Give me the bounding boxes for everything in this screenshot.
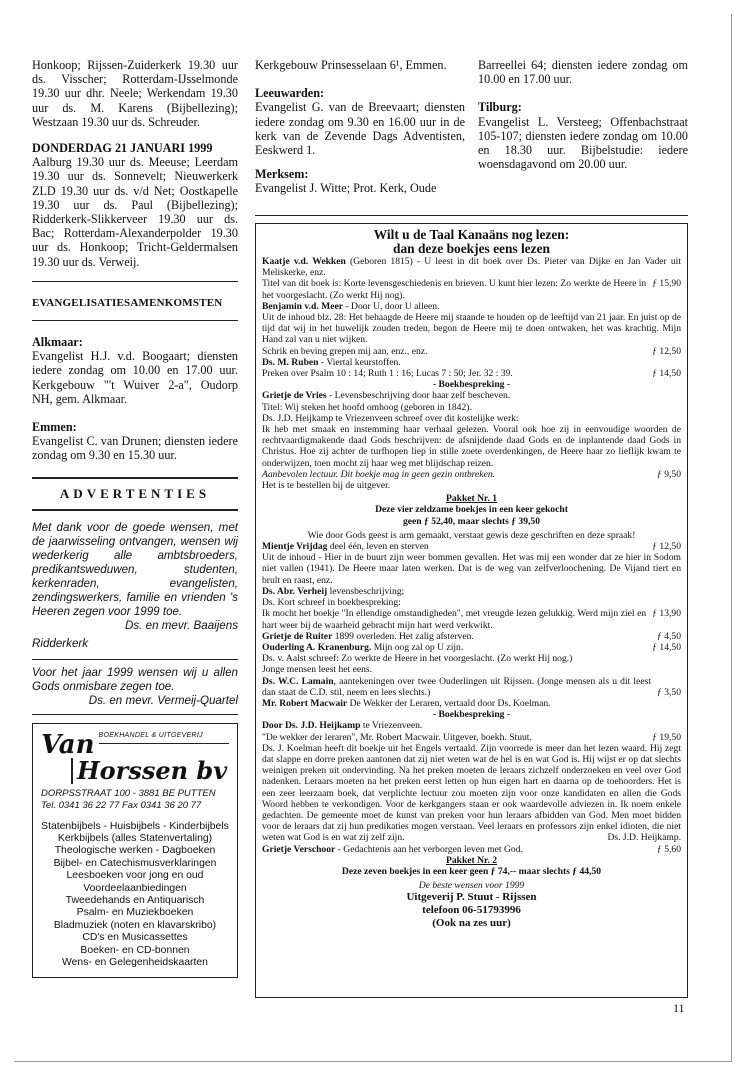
leeuwarden-text: Evangelist G. van de Breevaart; diensten iedere zondag om 9.30 en 16.00 uur in de kerk van de Zevende Dags Adventisten, Eeskwerd 1. (255, 100, 465, 158)
logo-van: Van (41, 729, 95, 760)
col1-intro: Honkoop; Rijssen-Zuiderkerk 19.30 uur ds. Visscher; Rotterdam-IJsselmonde 19.30 uur dhr. Neele; Werkendam 19.30 uur ds. M. Karens (Bijbellezing); Westzaan 19.30 uur ds. Schreuder. (32, 58, 238, 129)
book-entry: Grietje de Vries - Levensbeschrijving door haar zelf bescheven. (262, 390, 511, 402)
col2-intro: Kerkgebouw Prinsesselaan 6¹, Emmen. (255, 58, 447, 72)
book-entry: Door Ds. J.D. Heijkamp te Vriezenveen. (262, 720, 423, 732)
telephone-note: (Ook na zes uur) (432, 917, 511, 930)
book-entry-row: Ds. W.C. Lamain, aantekeningen over twee Ouderlingen uit Rijssen. (Jonge mensen als u dit leest dan staat de C.D. stil, neem en lees slechts.) ƒ 3,50 (262, 675, 681, 698)
vh-item: Theologische werken - Dagboeken (54, 845, 216, 857)
vh-item: Voordeelaanbiedingen (83, 882, 187, 894)
ad1-sign: Ds. en mevr. Baaijens (125, 618, 238, 632)
advertenties-heading: ADVERTENTIES (59, 485, 211, 501)
pakket1-sub: Deze vier zeldzame boekjes in een keer gekocht (375, 504, 568, 516)
wish: De beste wensen voor 1999 (418, 880, 525, 892)
logo-name: Horssen bv (71, 758, 229, 784)
column-2 (255, 58, 465, 196)
book-entry: Ds. Abr. Verheij levensbeschrijving; (262, 585, 405, 597)
bigad-title2: dan deze boekjes eens lezen (393, 241, 550, 256)
book-entry-row: Grietje de Ruiter 1899 overleden. Het zalig afsterven. ƒ 4,50 (262, 630, 681, 642)
vh-item: Psalm- en Muziekboeken (76, 907, 194, 919)
day-text: Aalburg 19.30 uur ds. Meeuse; Leerdam 19.30 uur ds. Sonnevelt; Nieuwerkerk ZLD 19.30 uur ds. v/d Net; Oostkapelle 19.30 uur ds. Paul (Bijbellezing); Ridderkerk-Slikkerveer 19.30 uur ds. Bac; Rotterdam-Alexanderpolder 19.30 uur ds. Honkoop; Tricht-Geldermalsen 19.30 uur ds. Verweij. (32, 155, 238, 269)
divider (32, 659, 238, 660)
alkmaar-heading: Alkmaar: (32, 335, 83, 350)
vh-item: Bijbel- en Catechismusverklaringen (53, 857, 217, 869)
book-entry-row: Aanbevolen lectuur. Dit boekje mag in geen gezin ontbreken. ƒ 9,50 (262, 468, 681, 480)
vh-item: Boeken- en CD-bonnen (80, 944, 190, 956)
review-heading: - Boekbespreking - (432, 379, 511, 391)
bigad-title1: Wilt u de Taal Kanaäns nog lezen: (373, 227, 570, 242)
book-text: Ds. Kort schreef in boekbespreking: (262, 597, 401, 609)
book-entry-row: Schrik en beving grepen mij aan, enz., enz. ƒ 12,50 (262, 345, 681, 357)
tilburg-heading: Tilburg: (478, 100, 522, 115)
divider (32, 509, 238, 511)
van-horssen-ad (32, 723, 238, 978)
alkmaar-text: Evangelist H.J. v.d. Boogaart; diensten iedere zondag om 10.00 en 17.00 uur. Kerkgebouw "'t Wuiver 2-a", Oudorp NH, gem. Alkmaar. (32, 349, 238, 406)
book-entry-row: Preken over Psalm 10 : 14; Ruth 1 : 16; Lucas 7 : 50; Jer. 32 : 39. ƒ 14,50 (262, 368, 681, 380)
vh-item: CD's en Musicassettes (82, 932, 188, 944)
review-heading: - Boekbespreking - (432, 709, 511, 721)
section-heading: EVANGELISATIESAMENKOMSTEN (32, 296, 223, 309)
ad1-text: Met dank voor de goede wensen, met de jaarwisseling ontvangen, wensen wij wederkerig alle ambtsbroeders, predikantsweduwen, studenten, kerkenraden, evangelisten, zendingswerkers, familie en vrienden 's Heeren zegen voor 1999 toe. (32, 520, 238, 618)
book-entry: Kaatje v.d. Wekken (Geboren 1815) - U leest in dit boek over Ds. Pieter van Dijke en Jan Vader uit Meliskerke, enz. (262, 256, 681, 279)
book-text: Ds. J. Koelman heeft dit boekje uit het Engels vertaald. Zijn voorrede is meer dan het lezen waard. Hij zegt dat slappe en dorre preken aantonen dat zij niet weten wat de hel is en wat God is. Hij wijst er op dat slechts weinigen preken uit ondervinding. Na het preken moeten de leraars zichzelf onderzoeken en veel over God nadenken. Leraars moeten na het preken eerst letten op hun eigen hart en daarna op de toehoorders. Het is een zeer leerzaam boek, dat verplichte lectuur zou moeten zijn voor onze kandidaten en allen die Gods Woord hebben te verkondigen. Voor de kerkgangers staan er ook waardevolle adviezen in. Ik noem enkele gedachten. De gemeente moet de kunst van preken voor hun leraars afbidden van God. Men moet bidden voor de leraars dat zij hun predikaties mogen verstaan. Veel leraars en professors zijn enkel idioten, die niet weten wat God is en wat zij zelf zijn. Ds. J.D. Heijkamp. (262, 742, 681, 844)
day-heading: DONDERDAG 21 JANUARI 1999 (32, 141, 213, 156)
book-advertisement (255, 223, 688, 998)
ad1-place: Ridderkerk (32, 637, 89, 651)
divider (32, 714, 238, 715)
vh-phone: Tel. 0341 36 22 77 Fax 0341 36 20 77 (41, 800, 202, 812)
book-text: Jonge mensen leest het eens. (262, 664, 373, 676)
book-entry: Benjamin v.d. Meer - Door U, door U alleen. (262, 300, 440, 312)
vh-item: Statenbijbels - Huisbijbels - Kinderbijbels (41, 820, 229, 832)
book-entry-row: Mientje Vrijdag deel één, leven en sterven ƒ 12,50 (262, 541, 681, 553)
tilburg-text: Evangelist L. Versteeg; Offenbachstraat 105-107; diensten iedere zondag om 10.00 en 18.30 uur. Bijbelstudie: iedere woensdagavond om 20.00 uur. (478, 114, 688, 172)
book-entry-row: Titel van dit boek is: Korte levensgeschiedenis en brieven. U kunt hier lezen: Zo werkte de Heere in het voorgeslacht. (Zo werkt Hij nog). ƒ 15,90 (262, 278, 681, 301)
logo-tagline: BOEKHANDEL & UITGEVERIJ (99, 730, 229, 743)
book-text: Uit de inhoud - Hier in de buurt zijn weer bommen gevallen. Het was mij een wonder dat ze hier in Sodom niet vallen (1941). De Heere maar laten werken. Dat is de weg van zelfverloochening. De Vijand tiert en brult en raast, enz. (262, 552, 681, 586)
emmen-heading: Emmen: (32, 420, 77, 435)
pakket1-heading: Pakket Nr. 1 (445, 493, 498, 505)
pakket2-heading: Pakket Nr. 2 (445, 854, 498, 866)
book-entry-row: Ouderling A. Kranenburg. Mijn oog zal op U zijn. ƒ 14,50 (262, 641, 681, 653)
vh-item: Tweedehands en Antiquarisch (65, 894, 205, 906)
page-number: 11 (673, 1001, 685, 1015)
merksem-text: Evangelist J. Witte; Prot. Kerk, Oude (255, 181, 437, 196)
pakket2-sub: Deze zeven boekjes in een keer geen ƒ 74,-- maar slechts ƒ 44,50 (341, 865, 602, 877)
leeuwarden-heading: Leeuwarden: (255, 86, 325, 101)
book-text: Titel: Wij steken het hoofd omhoog (geboren in 1842). (262, 401, 472, 413)
vh-item: Kerkbijbels (alles Statenvertaling) (57, 832, 213, 844)
book-text: Ds. v. Aalst schreef: Zo werkte de Heere in het voorgeslacht. (Zo werkt Hij nog.) (262, 653, 573, 665)
van-horssen-logo (41, 729, 229, 760)
column-1 (32, 58, 238, 978)
ad2-text: Voor het jaar 1999 wensen wij u allen Gods onmisbare zegen toe. (32, 666, 238, 694)
vh-item: Wens- en Gelegenheidskaarten (62, 956, 208, 968)
book-text: Ik heb met smaak en instemming haar verhaal gelezen. Vooral ook hoe zij in eenvoudige woorden de rechtvaardigmakende daad Gods beschrijven: de afsnijdende daad Gods en de inplantende daad Gods in Christus. Hoe zij achter de turfhopen liep in stille zoete overdenkingen, de Heere haar zo lieflijk kwam te onderwijzen, toen mocht zij haar weg met blijdschap reizen. (262, 424, 681, 469)
book-text: Uit de inhoud blz. 28: Het behaagde de Heere mij staande te houden op de leeftijd van 21 jaar. En juist op de tijd dat wij in het huwelijk zouden treden, begon de Heere mij te doen ontwaken, het was krachtig. Mijn Hand zal van u niet wijken. (262, 312, 681, 346)
pakket1-price: geen ƒ 52,40, maar slechts ƒ 39,50 (402, 515, 541, 527)
merksem-heading: Merksem: (255, 167, 309, 182)
book-entry-row: "De wekker der leraren", Mr. Robert Macwair. Uitgever, boekh. Stuut. ƒ 19,50 (262, 731, 681, 743)
book-entry-row: Ik mocht het boekje "In ellendige omstandigheden", met vreugde lezen gelukkig. Werd mijn ziel en hart weer bij de waarheid gebracht mijn hart werd verkwikt. ƒ 13,90 (262, 608, 681, 631)
book-entry-row: Grietje Verschoor - Gedachtenis aan het verborgen leven met God. ƒ 5,60 (262, 843, 681, 855)
book-entry: Ds. M. Ruben - Viertal keurstoffen. (262, 356, 401, 368)
vh-items (41, 821, 229, 970)
ad2-sign: Ds. en mevr. Vermeij-Quartel (88, 694, 238, 708)
divider (255, 215, 688, 216)
publisher: Uitgeverij P. Stuut - Rijssen (406, 891, 537, 904)
book-text: Ds. J.D. Heijkamp te Vriezenveen schreef over dit kostelijke werk: (262, 412, 519, 424)
emmen-text: Evangelist C. van Drunen; diensten iedere zondag om 9.30 en 15.30 uur. (32, 434, 238, 463)
vh-item: Bladmuziek (noten en klavarskribo) (53, 919, 217, 931)
divider (32, 477, 238, 479)
col3-intro: Barreellei 64; diensten iedere zondag om 10.00 en 17.00 uur. (478, 58, 688, 87)
book-entry: Mr. Robert Macwair De Wekker der Leraren, vertaald door Ds. Koelman. (262, 697, 551, 709)
telephone: telefoon 06-51793996 (422, 904, 521, 917)
vh-address: DORPSSTRAAT 100 - 3881 BE PUTTEN (41, 787, 216, 799)
quote: Wie door Gods geest is arm gemaakt, verstaat gewis deze geschriften en deze spraak! (307, 529, 636, 541)
divider (32, 281, 238, 282)
vh-item: Leesboeken voor jong en oud (66, 870, 204, 882)
divider (32, 320, 238, 321)
column-3 (478, 58, 688, 171)
book-text: Het is te bestellen bij de uitgever. (262, 480, 391, 492)
